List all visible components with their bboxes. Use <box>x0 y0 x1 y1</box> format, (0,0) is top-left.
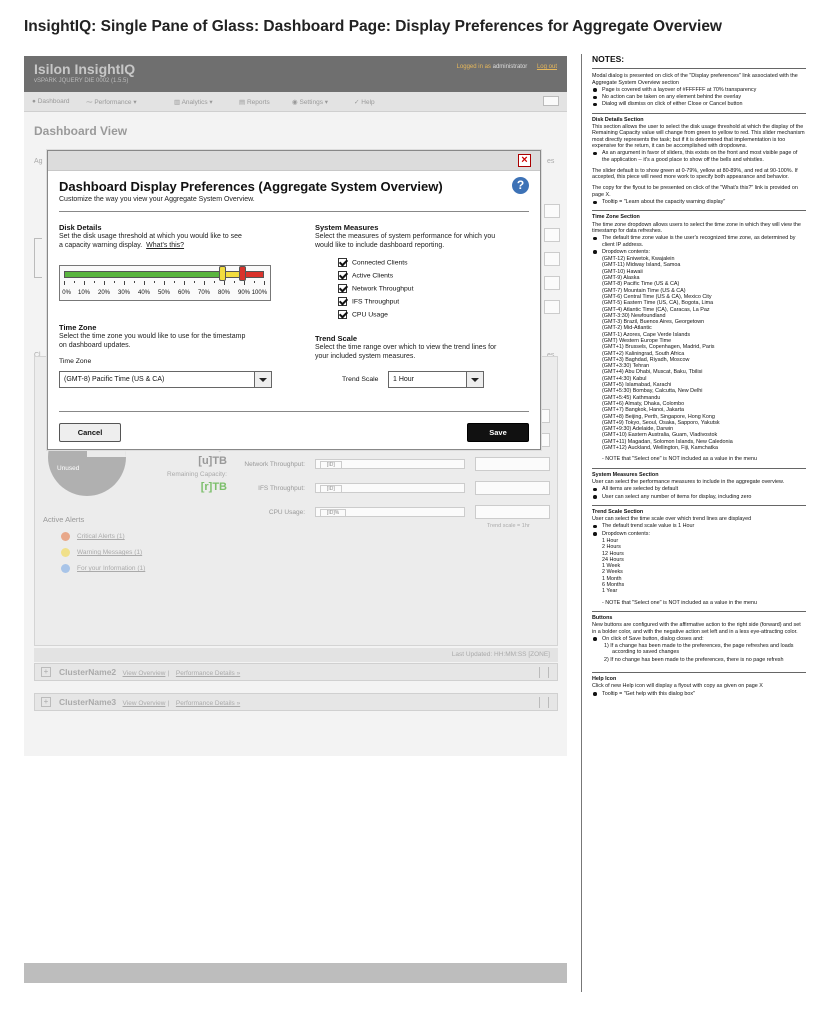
divider <box>59 211 529 212</box>
note-bullet: The default time zone value is the user's recognized time zone, as determined by client IP address. <box>592 235 806 248</box>
remaining-label: Remaining Capacity: <box>167 471 227 478</box>
slider-tick <box>144 281 145 285</box>
metric-value: [ID] <box>320 461 342 469</box>
time-zone-option: (GMT+4:30) Kabul <box>602 375 647 382</box>
slider-tick <box>64 281 65 285</box>
note-text: The copy for the flyout to be presented on click of the "What's this?" link is provided on page X. <box>592 185 798 198</box>
warning-icon <box>61 548 70 557</box>
active-alerts-title: Active Alerts <box>43 515 85 524</box>
notes-disk <box>592 113 806 206</box>
slider-tick <box>234 281 235 283</box>
slider-ticks <box>64 281 264 286</box>
notes-buttons <box>592 611 806 663</box>
nav-settings[interactable]: ◉ Settings ▾ <box>292 99 329 106</box>
disk-threshold-slider[interactable] <box>59 265 271 301</box>
slider-tick <box>134 281 135 283</box>
note-numbered: 1) If a change has been made to the preferences, the page refreshes and loads according to saved changes <box>604 643 794 656</box>
time-zone-desc: Select the time zone you would like to use for the timestamp <box>59 333 246 340</box>
time-zone-option: (GMT+1) Brussels, Copenhagen, Madrid, Paris <box>602 344 715 351</box>
note-bullet: Dropdown contents: <box>592 249 806 255</box>
slider-tick <box>124 281 125 285</box>
slider-tick <box>104 281 105 285</box>
trend-scale-option: 2 Hours <box>602 544 621 551</box>
time-zone-option: (GMT+8) Beijing, Perth, Singapore, Hong Kong <box>602 413 715 420</box>
checkbox-checked-icon[interactable] <box>338 297 347 306</box>
time-zone-option: (GMT-12) Eniwetok, Kwajalein <box>602 256 675 263</box>
drag-handle-icon[interactable] <box>539 697 549 708</box>
notes-divider <box>581 54 582 992</box>
slider-tick <box>94 281 95 283</box>
sparkline-stub <box>544 252 560 266</box>
notes-measures <box>592 468 806 500</box>
note-title: Trend Scale Section <box>592 508 644 515</box>
trend-scale-desc: Select the time range over which to view the trend lines for <box>315 344 497 351</box>
note-text: User can select the time scale over which trend lines are displayed <box>592 516 752 523</box>
pie-unused-label: Unused <box>57 465 80 472</box>
close-icon[interactable]: × <box>518 154 531 167</box>
slider-tick-label: 90% <box>237 290 251 296</box>
last-updated: Last Updated: HH:MM:SS [ZONE] <box>34 648 558 662</box>
footer-bar <box>24 963 567 983</box>
cluster-name: ClusterName3 <box>59 697 117 707</box>
time-zone-label: Time Zone <box>59 358 92 365</box>
checkbox-checked-icon[interactable] <box>338 284 347 293</box>
note-bullet: All items are selected by default <box>592 486 806 492</box>
slider-tick <box>194 281 195 283</box>
total-usage-value: [u]TB <box>198 455 227 467</box>
note-bullet: Tooltip = "Learn about the capacity warning display" <box>592 199 806 205</box>
trend-scale-select[interactable] <box>388 371 484 388</box>
time-zone-option: (GMT+9:30) Adelaide, Darwin <box>602 426 674 433</box>
slider-tick <box>204 281 205 285</box>
note-bullet: No action can be taken on any element behind the overlay <box>592 94 806 100</box>
time-zone-option: (GMT+7) Bangkok, Hanoi, Jakarta <box>602 407 684 414</box>
slider-tick-label: 0% <box>62 290 71 296</box>
slider-tick-label: 20% <box>97 290 111 296</box>
time-zone-option: (GMT+5:30) Bombay, Calcutta, New Delhi <box>602 388 703 395</box>
note-title: Disk Details Section <box>592 116 644 123</box>
slider-tick-label: 50% <box>157 290 171 296</box>
trend-scale-options <box>592 538 806 595</box>
slider-tick-label: 40% <box>137 290 151 296</box>
slider-tick <box>224 281 225 285</box>
section-stub: Ag <box>34 158 43 165</box>
trend-scale-note: Trend scale = 1hr <box>487 523 530 529</box>
slider-tick <box>154 281 155 283</box>
slider-tick-label: 70% <box>197 290 211 296</box>
dialog-title: Dashboard Display Preferences (Aggregate System Overview) <box>59 179 443 194</box>
note-text: - NOTE that "Select one" is NOT included as a value in the menu <box>602 599 758 606</box>
metric-label: IFS Throughput: <box>258 485 305 492</box>
red-zone <box>243 272 263 277</box>
notes-panel <box>592 56 806 697</box>
note-bullet: On click of Save button, dialog closes and: <box>592 636 806 642</box>
app-version: vSPARK JQUERY DIE 0002 (1.5.5) <box>34 78 129 84</box>
metric-value: [ID]% <box>320 509 346 517</box>
sparkline-stub <box>544 204 560 218</box>
note-bullet: User can select any number of items for display, including zero <box>592 494 806 500</box>
nav-analytics[interactable]: ▥ Analytics ▾ <box>174 99 213 106</box>
note-bullet: Page is covered with a layover of #FFFFFF at 70% transparency <box>592 87 806 93</box>
red-threshold-handle[interactable] <box>239 266 246 281</box>
time-zone-option: (GMT+5:45) Kathmandu <box>602 394 661 401</box>
time-zone-select[interactable] <box>59 371 272 388</box>
time-zone-option: (GMT) Western Europe Time <box>602 337 672 344</box>
checkbox-checked-icon[interactable] <box>338 310 347 319</box>
critical-alert-icon <box>61 532 70 541</box>
time-zone-option: (GMT-4) Atlantic Time (CA), Caracas, La Paz <box>602 306 710 313</box>
sparkline <box>475 457 550 471</box>
time-zone-title: Time Zone <box>59 323 97 332</box>
slider-tick-label: 10% <box>77 290 91 296</box>
time-zone-option: (GMT-9) Alaska <box>602 275 640 282</box>
remaining-value: [r]TB <box>200 481 227 493</box>
note-title: Buttons <box>592 614 613 621</box>
fyi-link[interactable]: For your Information (1) <box>77 565 146 572</box>
link-separator: | <box>167 700 170 707</box>
performance-details-link[interactable]: Performance Details » <box>175 700 241 707</box>
performance-details-link[interactable]: Performance Details » <box>175 670 241 677</box>
metric-label: Network Throughput: <box>244 461 305 468</box>
drag-handle-icon[interactable] <box>539 667 549 678</box>
chevron-down-icon[interactable] <box>466 372 483 387</box>
metric-box <box>315 459 465 469</box>
trend-scale-option: 1 Hour <box>602 538 619 544</box>
system-measures-desc: would like to include dashboard reporting. <box>315 242 445 249</box>
notes-heading: NOTES: <box>592 54 625 64</box>
note-title: System Measures Section <box>592 471 659 478</box>
time-zone-option: (GMT+3) Baghdad, Riyadh, Moscow <box>602 356 690 363</box>
metric-label: CPU Usage: <box>268 509 305 516</box>
metric-box <box>315 483 465 493</box>
metric-value: [ID] <box>320 485 342 493</box>
nav-performance[interactable]: ⁓ Performance ▾ <box>86 99 137 106</box>
time-zone-option: (GMT-7) Mountain Time (US & CA) <box>602 287 686 294</box>
checkbox-checked-icon[interactable] <box>338 258 347 267</box>
sparkline-stub <box>544 300 560 314</box>
nav-help[interactable]: ✓ Help <box>354 99 375 106</box>
display-preferences-dialog <box>47 150 541 450</box>
time-zone-option: (GMT+4) Abu Dhabi, Muscat, Baku, Tbilisi <box>602 369 703 376</box>
disk-details-title: Disk Details <box>59 223 102 232</box>
sparkline-stub <box>544 228 560 242</box>
warning-messages-link[interactable]: Warning Messages (1) <box>77 549 143 556</box>
help-icon[interactable]: ? <box>512 177 529 194</box>
system-measures-desc: Select the measures of system performance for which you <box>315 233 496 240</box>
time-zone-option: (GMT-6) Central Time (US & CA), Mexico City <box>602 293 712 300</box>
slider-tick <box>74 281 75 283</box>
expand-icon[interactable]: + <box>41 667 51 677</box>
section-stub: es <box>547 158 555 165</box>
note-title: Help Icon <box>592 676 617 683</box>
note-bullet: Dialog will dismiss on click of either Close or Cancel button <box>592 101 806 107</box>
login-info <box>457 64 557 70</box>
time-zone-option: (GMT+2) Kaliningrad, South Africa <box>602 350 685 357</box>
note-bullet: Tooltip = "Get help with this dialog box" <box>592 691 806 697</box>
page-title: InsightIQ: Single Pane of Glass: Dashboard Page: Display Preferences for Aggregate Overview <box>24 18 722 35</box>
measure-checkbox[interactable]: CPU Usage <box>338 310 388 319</box>
note-text: - NOTE that "Select one" is NOT included as a value in the menu <box>602 456 758 463</box>
info-icon <box>61 564 70 573</box>
main-nav <box>24 92 567 112</box>
panel-stub <box>34 238 42 278</box>
system-measures-title: System Measures <box>315 223 379 232</box>
note-bullet: As an argument in favor of sliders, this exists on the front and most visible page of the application -- it's a good place to show off the bells and whistles. <box>592 150 806 163</box>
note-bullet: Dropdown contents: <box>592 531 806 537</box>
disk-details-desc: Set the disk usage threshold at which you would like to see <box>59 233 242 240</box>
time-zone-option: (GMT-1) Azores, Cape Verde Islands <box>602 331 691 338</box>
time-zone-option: (GMT-11) Midway Island, Samoa <box>602 262 681 269</box>
note-text: Modal dialog is presented on click of the "Display preferences" link associated with the Aggregate System Overview section <box>592 73 798 86</box>
time-zone-option: (GMT-2) Mid-Atlantic <box>602 325 652 332</box>
green-zone <box>65 272 223 277</box>
trend-scale-desc: your included system measures. <box>315 353 416 360</box>
time-zone-options <box>592 256 806 451</box>
logged-in-label: Logged in as <box>456 64 491 70</box>
nav-dashboard[interactable]: ● Dashboard <box>32 98 70 105</box>
measure-checkbox[interactable]: Connected Clients <box>338 258 408 267</box>
view-overview-link[interactable]: View Overview <box>122 670 166 677</box>
chevron-down-icon[interactable] <box>254 372 271 387</box>
divider <box>59 411 529 412</box>
link-separator: | <box>167 670 170 677</box>
dialog-titlebar <box>48 151 540 171</box>
slider-track <box>64 271 264 278</box>
app-name: Isilon InsightIQ <box>34 61 136 77</box>
slider-tick <box>184 281 185 285</box>
note-title: Time Zone Section <box>592 214 640 221</box>
time-zone-option: (GMT-8) Pacific Time (US & CA) <box>602 281 680 288</box>
note-text: Click of new Help icon will display a flyout with copy as given on page X <box>592 683 763 690</box>
measure-checkbox[interactable]: IFS Throughput <box>338 297 399 306</box>
slider-tick <box>174 281 175 283</box>
time-zone-value: (GMT-8) Pacific Time (US & CA) <box>64 376 165 383</box>
trend-scale-option: 12 Hours <box>602 550 624 557</box>
slider-tick-label: 30% <box>117 290 131 296</box>
measure-checkbox[interactable]: Active Clients <box>338 271 393 280</box>
cluster-row <box>34 663 558 681</box>
time-zone-option: (GMT-3) Brazil, Buenos Aires, Georgetown <box>602 319 705 326</box>
slider-tick <box>84 281 85 285</box>
trend-scale-option: 24 Hours <box>602 556 624 563</box>
time-zone-option: (GMT-5) Eastern Time (US, CA), Bogota, Lima <box>602 300 714 307</box>
user-name: administrator <box>492 64 528 70</box>
notes-timezone <box>592 210 806 462</box>
slider-tick-label: 100% <box>251 290 268 296</box>
note-text: The time zone dropdown allows users to select the time zone in which they will view the timestamp for data refreshes. <box>592 221 801 234</box>
trend-scale-option: 2 Weeks <box>602 569 623 576</box>
slider-tick-label: 60% <box>177 290 191 296</box>
metric-box <box>315 507 465 517</box>
time-zone-option: (GMT+11) Magadan, Solomon Islands, New Caledonia <box>602 438 733 445</box>
save-button[interactable]: Save <box>467 423 529 442</box>
trend-scale-value: 1 Hour <box>393 376 415 383</box>
slider-tick <box>214 281 215 283</box>
time-zone-option: (GMT+12) Auckland, Wellington, Fiji, Kamchatka <box>602 445 718 452</box>
slider-tick <box>164 281 165 285</box>
dialog-subtitle: Customize the way you view your Aggregate System Overview. <box>59 196 255 203</box>
critical-alerts-link[interactable]: Critical Alerts (1) <box>77 533 125 540</box>
note-numbered: 2) If no change has been made to the preferences, there is no page refresh <box>604 656 784 663</box>
disk-details-desc: a capacity warning display. What's this? <box>59 242 185 249</box>
slider-tick <box>244 281 245 285</box>
time-zone-option: (GMT+3:30) Tehran <box>602 363 650 370</box>
cluster-row <box>34 693 558 711</box>
home-icon[interactable] <box>543 96 559 106</box>
whats-this-link[interactable]: What's this? <box>146 242 185 249</box>
trend-scale-option: 1 Week <box>602 563 621 570</box>
sparkline <box>475 481 550 495</box>
dashboard-heading: Dashboard View <box>34 124 128 138</box>
cluster-name: ClusterName2 <box>59 667 117 677</box>
note-text: New buttons are configured with the affirmative action to the right side (forward) and set in a bolder color, and with the negative action set left and in a less eye-attracting color. <box>592 622 801 635</box>
time-zone-option: (GMT+10) Eastern Australia, Guam, Vladivostok <box>602 432 718 439</box>
trend-scale-label: Trend Scale <box>342 376 379 383</box>
notes-help <box>592 672 806 697</box>
time-zone-option: (GMT+6) Almaty, Dhaka, Colombo <box>602 400 685 407</box>
trend-scale-option: 6 Months <box>602 582 625 589</box>
logout-link[interactable]: Log out <box>536 64 557 70</box>
notes-trend <box>592 505 806 606</box>
note-text: User can select the performance measures to include in the aggregate overview. <box>592 478 785 485</box>
yellow-threshold-handle[interactable] <box>219 266 226 281</box>
time-zone-option: (GMT+5) Islamabad, Karachi <box>602 382 672 389</box>
cancel-button[interactable]: Cancel <box>59 423 121 442</box>
slider-tick-label: 80% <box>217 290 231 296</box>
sparkline-stub <box>544 276 560 290</box>
checkbox-checked-icon[interactable] <box>338 271 347 280</box>
app-header <box>24 56 567 92</box>
expand-icon[interactable]: + <box>41 697 51 707</box>
time-zone-option: (GMT-3:30) Newfoundland <box>602 312 666 319</box>
slider-tick <box>264 281 265 285</box>
time-zone-option: (GMT+9) Tokyo, Seoul, Osaka, Sapporo, Yakutsk <box>602 419 720 426</box>
trend-scale-option: 1 Year <box>602 588 618 595</box>
note-text: This section allows the user to select the disk usage threshold at which the display of the Remaining Capacity value will change from green to yellow to red. This slider mechanism most directly represents the task; but if it is determined that implementation is too expensive for the return, it can be accomplished with dropdowns. <box>592 124 805 149</box>
note-text: The slider default is to show green at 0-79%, yellow at 80-89%, and red at 90-100%. If accepted, this piece will need more work to specify both appearance and behavior. <box>592 167 798 181</box>
nav-reports[interactable]: ▤ Reports <box>239 99 270 106</box>
time-zone-desc: on dashboard updates. <box>59 342 131 349</box>
sparkline <box>475 505 550 519</box>
slider-tick <box>254 281 255 283</box>
trend-scale-option: 1 Month <box>602 575 622 582</box>
notes-intro <box>592 68 806 107</box>
slider-tick <box>114 281 115 283</box>
trend-scale-title: Trend Scale <box>315 334 358 343</box>
view-overview-link[interactable]: View Overview <box>122 700 166 707</box>
note-bullet: The default trend scale value is 1 Hour <box>592 523 806 529</box>
measure-checkbox[interactable]: Network Throughput <box>338 284 413 293</box>
time-zone-option: (GMT-10) Hawaii <box>602 268 643 275</box>
